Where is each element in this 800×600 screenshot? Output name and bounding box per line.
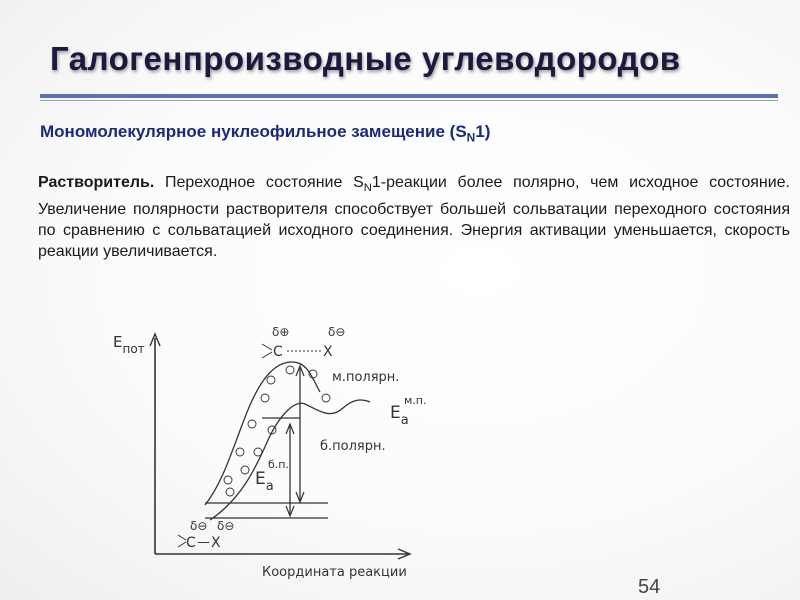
curve-high-polar-label: б.полярн.: [320, 439, 386, 454]
subtitle-text: Мономолекулярное нуклеофильное замещение (S: [40, 122, 467, 141]
start-halogen-charge: δ⊖: [217, 519, 235, 533]
paragraph-subscript: N: [363, 182, 372, 195]
paragraph-part2: 1-реакции более полярно, чем исходное состояние. Увеличение полярности растворителя способствует большей сольватации переходного состояния по сравнению с сольватацией исходного соединения. Энергия активации уменьшается, скорость реакции увеличивается.: [38, 174, 791, 261]
start-bond-left2: [178, 542, 186, 547]
start-bond: —: [197, 535, 210, 550]
subtitle-end: 1): [475, 122, 491, 141]
ea-low-label-sup: м.п.: [404, 394, 427, 407]
ts-bond-left: [262, 344, 272, 350]
subtitle-subscript: N: [466, 130, 476, 145]
ts-carbon-charge: δ⊕: [272, 325, 290, 339]
start-halogen: X: [211, 535, 221, 551]
curve-low-polar-label: м.полярн.: [332, 370, 400, 385]
ea-high-label-sup: б.п.: [268, 458, 289, 471]
start-carbon-charge: δ⊖: [190, 519, 208, 533]
y-axis-label: $E_{пот}$: [113, 333, 145, 356]
ts-halogen: X: [323, 344, 333, 360]
ts-bond-left2: [262, 352, 272, 358]
ts-carbon: C: [273, 344, 283, 360]
start-bond-left: [178, 535, 186, 540]
ea-high-label: $E_a$: [255, 469, 274, 494]
paragraph-lead: Растворитель.: [38, 174, 155, 191]
x-axis-label: Координата реакции: [262, 565, 407, 580]
start-carbon: C: [186, 535, 196, 551]
ea-low-label: $E_a$: [390, 403, 409, 428]
slide-title: Галогенпроизводные углеводородов: [50, 40, 681, 77]
page-number: 54: [638, 576, 661, 598]
paragraph-part1: Переходное состояние S: [154, 174, 364, 191]
ts-halogen-charge: δ⊖: [328, 325, 346, 339]
